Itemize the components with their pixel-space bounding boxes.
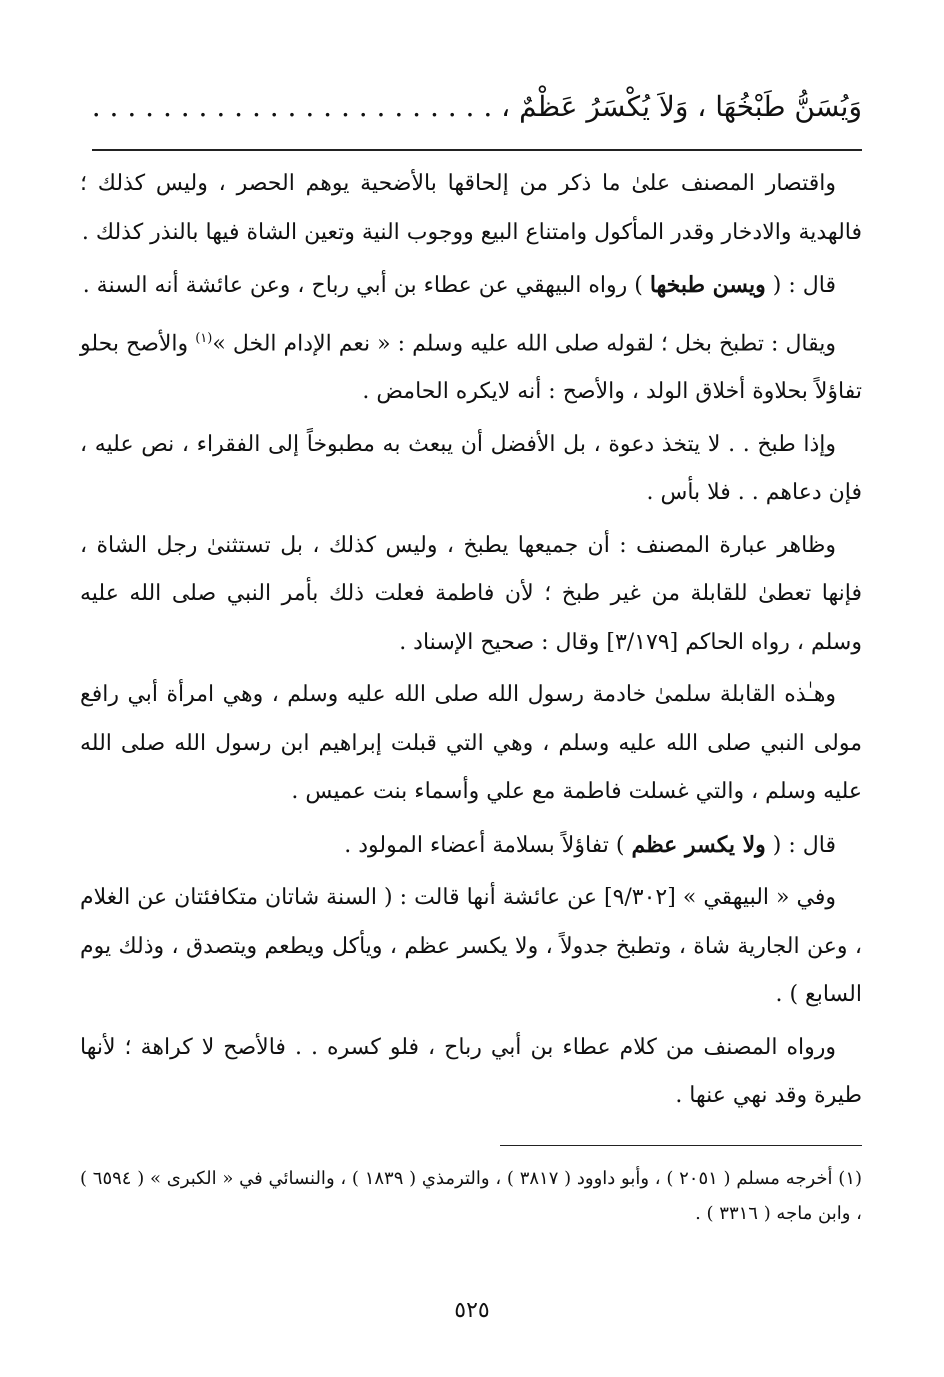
paragraph <box>80 821 862 871</box>
main-text <box>80 160 862 1125</box>
text-segment: ويقال : تطبخ بخل ؛ لقوله صلى الله عليه وسلم : « نعم الإدام الخل » <box>212 330 837 356</box>
paragraph: وظاهر عبارة المصنف : أن جميعها يطبخ ، وليس كذلك ، بل تستثنىٰ رجل الشاة ، فإنها تعطىٰ للقابلة من غير طبخ ؛ لأن فاطمة فعلت ذلك بأمر النبي صلى الله عليه وسلم ، رواه الحاكم [٣/١٧٩] وقال : صحيح الإسناد . <box>80 532 862 655</box>
quote-prefix: قال : ( <box>765 832 836 858</box>
running-header <box>82 82 862 132</box>
matn-quote: ولا يكسر عظم <box>631 831 766 858</box>
footnote-rule <box>500 1145 862 1146</box>
header-rule <box>92 149 862 151</box>
paragraph: واقتصار المصنف علىٰ ما ذكر من إلحاقها بالأضحية يوهم الحصر ، وليس كذلك ؛ فالهدية والادخار وقدر المأكول وامتناع البيع ووجوب النية وتعين الشاة فيها بالنذر كذلك . <box>80 171 862 245</box>
header-text: وَيُسَنُّ طَبْخُهَا ، وَلاَ يُكْسَرُ عَظْمٌ ، <box>501 90 862 123</box>
quote-suffix: ) تفاؤلاً بسلامة أعضاء المولود . <box>344 832 632 858</box>
footnote-ref: (١) <box>195 330 213 346</box>
paragraph: وفي « البيهقي » [٩/٣٠٢] عن عائشة أنها قالت : ( السنة شاتان متكافئتان عن الغلام ، وعن الجارية شاة ، وتطبخ جدولاً ، ولا يكسر عظم ، ويأكل ويطعم ويتصدق ، وذلك يوم السابع ) . <box>80 885 862 1008</box>
paragraph <box>80 315 862 417</box>
paragraph: وهـٰذه القابلة سلمىٰ خادمة رسول الله صلى الله عليه وسلم ، وهي امرأة أبي رافع مولى النبي صلى الله عليه وسلم ، وهي التي قبلت إبراهيم ابن رسول الله صلى الله عليه وسلم ، والتي غسلت فاطمة مع علي وأسماء بنت عميس . <box>80 682 862 805</box>
page-number: ٥٢٥ <box>454 1298 490 1323</box>
paragraph: وإذا طبخ . . لا يتخذ دعوة ، بل الأفضل أن يبعث به مطبوخاً إلى الفقراء ، نص عليه ، فإن دعاهم . . فلا بأس . <box>80 431 862 506</box>
quote-prefix: قال : ( <box>765 273 836 298</box>
header-dots: . . . . . . . . . . . . . . . . . . . . . . . <box>91 90 493 123</box>
footnote: (١) أخرجه مسلم ( ٢٠٥١ ) ، وأبو داوود ( ٣٨١٧ ) ، والترمذي ( ١٨٣٩ ) ، والنسائي في « الكبرى » ( ٦٥٩٤ ) ، وابن ماجه ( ٣٣١٦ ) . <box>80 1168 863 1224</box>
paragraph: ورواه المصنف من كلام عطاء بن أبي رباح ، فلو كسره . . فالأصح لا كراهة ؛ لأنها طيرة وقد نهي عنها . <box>80 1034 862 1109</box>
paragraph <box>80 261 862 311</box>
quote-suffix: ) رواه البيهقي عن عطاء بن أبي رباح ، وعن عائشة أنه السنة . <box>82 273 650 298</box>
text-segment: والأصح بحلو تفاؤلاً بحلاوة أخلاق الولد ، والأصح : أنه لايكره الحامض . <box>80 330 862 405</box>
matn-quote: ويسن طبخها <box>649 272 766 298</box>
